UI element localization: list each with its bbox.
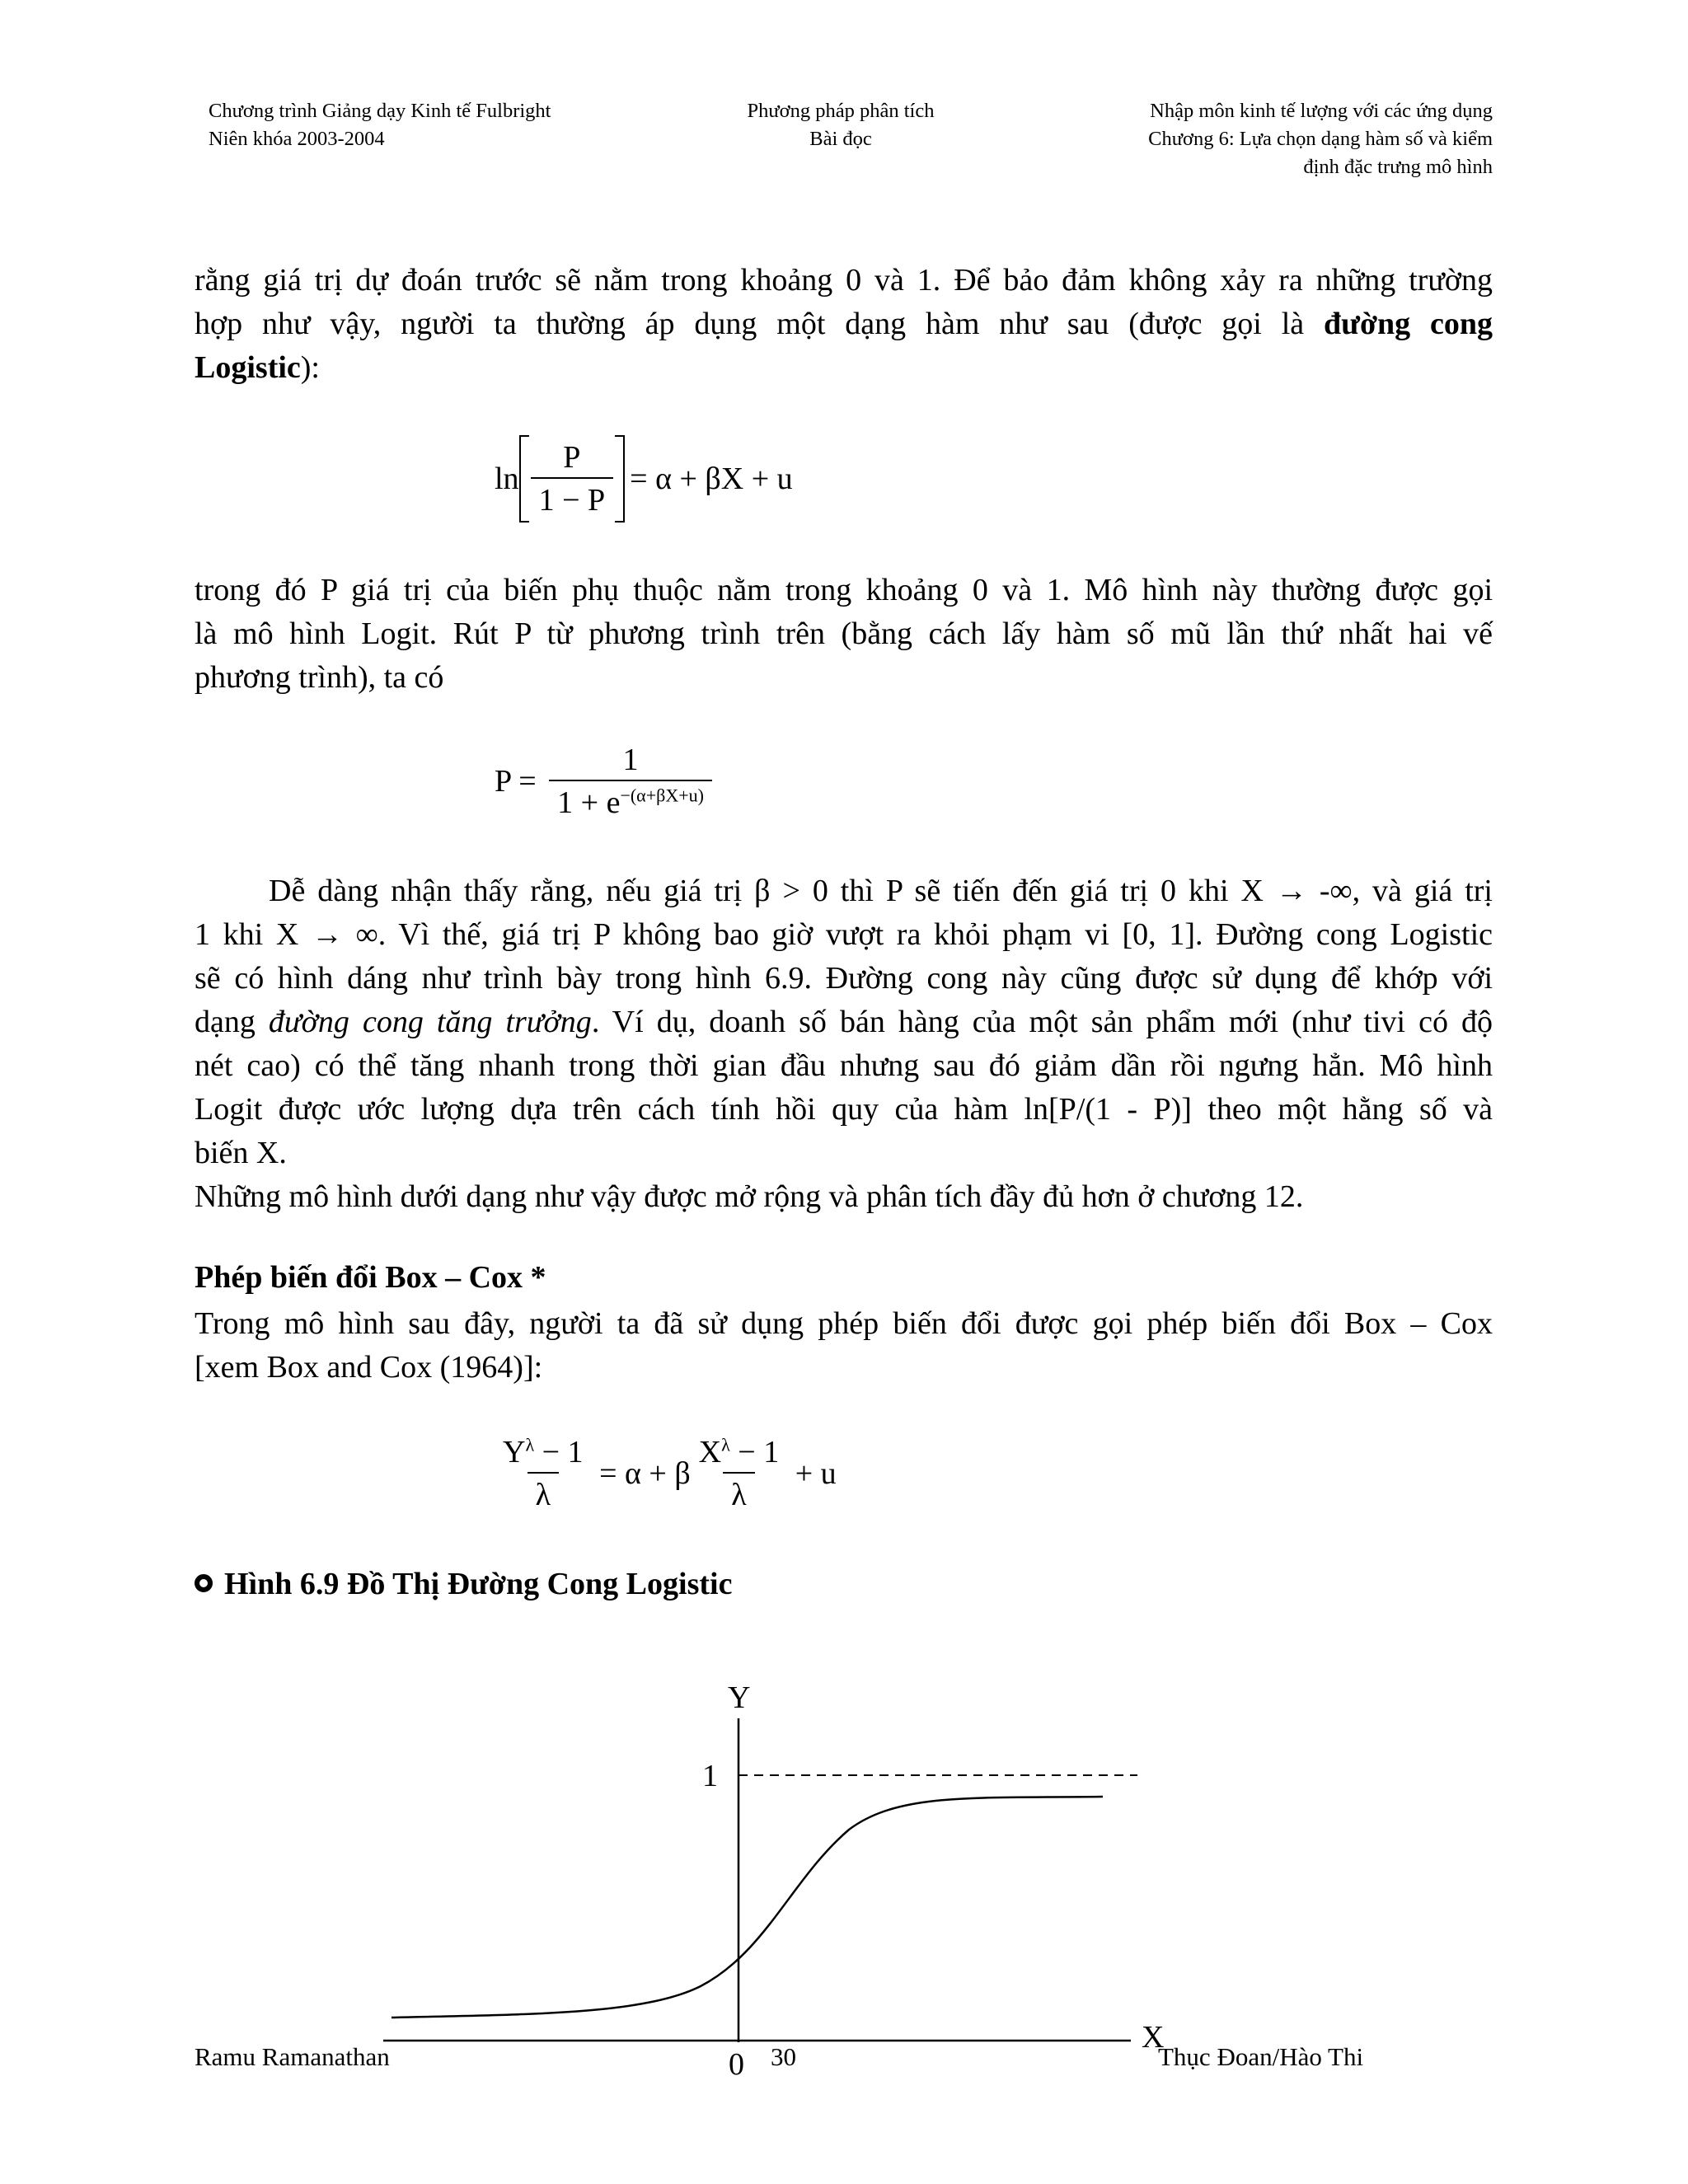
one-tick-label: 1 (702, 1759, 718, 1793)
footer-translators: Thục Đoan/Hào Thi (1158, 2042, 1364, 2071)
book-title: Nhập môn kinh tế lượng với các ứng dụng (1150, 100, 1493, 122)
box-cox-equation: $\frac{Y^\lambda - 1}{\lambda}$ = α + β $\frac{X^\lambda - 1}{\lambda}$ + u (503, 1434, 837, 1512)
chapter-title-1: Chương 6: Lựa chọn dạng hàm số và kiểm (1148, 128, 1493, 150)
paragraph-line: biến X. (195, 1136, 287, 1170)
x-axis-label: X (1142, 2020, 1165, 2055)
paragraph-line: [xem Box and Cox (1964)]: (195, 1350, 543, 1385)
paragraph-line: Những mô hình dưới dạng như vậy được mở rộng và phân tích đầy đủ hơn ở chương 12. (195, 1179, 1304, 1214)
academic-year: Niên khóa 2003-2004 (209, 128, 385, 150)
paragraph-line: trong đó P giá trị của biến phụ thuộc nằm trong khoảng 0 và 1. Mô hình này thường được gọi (195, 573, 1493, 607)
paragraph-line: Logit được ước lượng dựa trên cách tính hồi quy của hàm ln[P/(1 - P)] theo một hằng số và (195, 1092, 1493, 1127)
paragraph-line: là mô hình Logit. Rút P từ phương trình trên (bằng cách lấy hàm số mũ lần thứ nhất hai vế (195, 616, 1493, 651)
paragraph-line: nét cao) có thể tăng nhanh trong thời gian đầu nhưng sau đó giảm dần rồi ngưng hẳn. Mô hình (195, 1048, 1493, 1083)
origin-label: 0 (729, 2047, 744, 2082)
course-name: Phương pháp phân tích (747, 100, 935, 122)
paragraph-line: rằng giá trị dự đoán trước sẽ nằm trong khoảng 0 và 1. Để bảo đảm không xảy ra những trường (195, 263, 1493, 298)
section-heading: Phép biến đổi Box – Cox * (195, 1260, 546, 1295)
paragraph-line: 1 khi X → ∞. Vì thế, giá trị P không bao giờ vượt ra khỏi phạm vi [0, 1]. Đường cong Logistic (195, 917, 1493, 952)
paragraph-line: phương trình), ta có (195, 660, 444, 695)
y-axis-label: Y (728, 1680, 751, 1715)
paragraph-line: sẽ có hình dáng như trình bày trong hình 6.9. Đường cong này cũng được sử dụng để khớp với (195, 961, 1493, 996)
doc-type: Bài đọc (809, 128, 872, 150)
logit-equation: ln $\frac{P}{1 - P}$ = α + βX + u (495, 435, 793, 523)
paragraph-line: Trong mô hình sau đây, người ta đã sử dụng phép biến đổi được gọi phép biến đổi Box – Cox (195, 1306, 1493, 1341)
footer-author: Ramu Ramanathan (195, 2042, 390, 2071)
page-number: 30 (771, 2042, 796, 2071)
logistic-equation: P = $\frac{1}{1 + e^{-(\alpha+\beta X+u)}}$ (495, 742, 712, 821)
paragraph-line: hợp như vậy, người ta thường áp dụng một dạng hàm như sau (được gọi là đường cong (195, 307, 1493, 341)
logistic-curve (392, 1797, 1103, 2018)
chapter-title-2: định đặc trưng mô hình (1303, 156, 1493, 178)
paragraph-line: dạng đường cong tăng trưởng. Ví dụ, doanh số bán hàng của một sản phẩm mới (như tivi có độ (195, 1005, 1493, 1039)
paragraph-line: Logistic): (195, 350, 320, 385)
paragraph-line: Dễ dàng nhận thấy rằng, nếu giá trị β > 0 thì P sẽ tiến đến giá trị 0 khi X → -∞, và giá trị (269, 874, 1493, 908)
program-name: Chương trình Giảng dạy Kinh tế Fulbright (209, 100, 551, 122)
figure-title: Hình 6.9 Đồ Thị Đường Cong Logistic (195, 1566, 732, 1602)
